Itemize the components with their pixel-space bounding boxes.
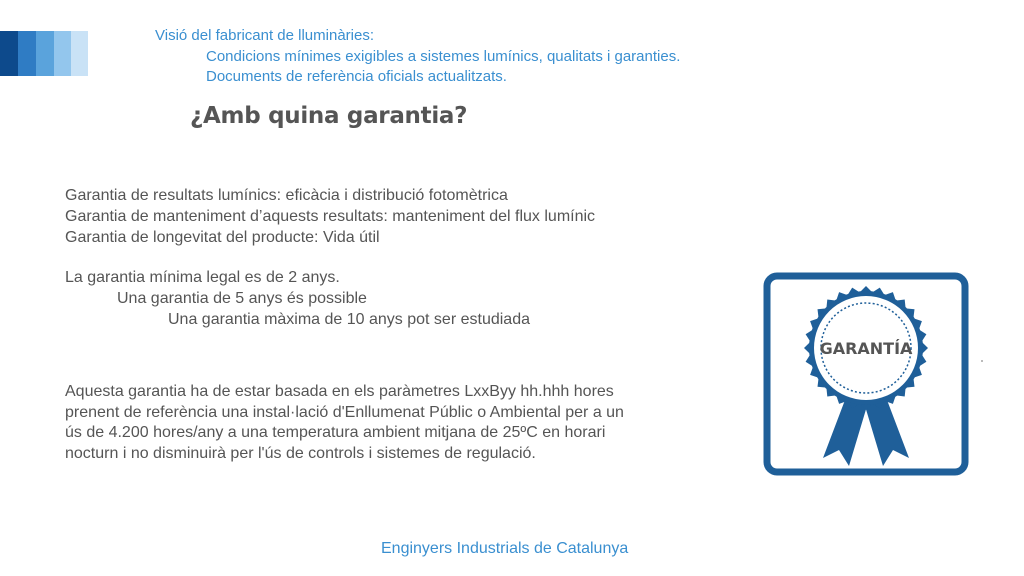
duration-max: Una garantia màxima de 10 anys pot ser estudiada: [168, 310, 530, 328]
deco-bar: [54, 31, 71, 76]
guarantee-item: Garantia de longevitat del producte: Vida útil: [65, 228, 380, 246]
header-line-3: Documents de referència oficials actualitzats.: [206, 68, 507, 85]
deco-bar: [71, 31, 88, 76]
deco-bar: [0, 31, 18, 76]
guarantee-list: [65, 186, 595, 248]
footer-organization: Enginyers Industrials de Catalunya: [381, 540, 629, 557]
duration-legal: La garantia mínima legal es de 2 anys.: [65, 269, 340, 286]
deco-bar: [18, 31, 36, 76]
header: [155, 26, 680, 88]
decorative-bars: [0, 31, 88, 76]
guarantee-item: Garantia de resultats lumínics: eficàcia i distribució fotomètrica: [65, 187, 508, 204]
decorative-dot: [981, 360, 983, 362]
duration-list: [65, 268, 530, 330]
guarantee-badge-icon: [763, 272, 969, 476]
slide-title: ¿Amb quina garantia?: [190, 103, 468, 129]
guarantee-item: Garantia de manteniment d’aquests resultats: manteniment del flux lumínic: [65, 207, 596, 225]
duration-possible: Una garantia de 5 anys és possible: [117, 289, 367, 307]
header-line-1: Visió del fabricant de lluminàries:: [155, 27, 375, 44]
guarantee-paragraph: Aquesta garantia ha de estar basada en els paràmetres LxxByy hh.hhh hores prenent de referència una instal·lació d'Enllumenat Públic o Ambiental per a un ús de 4.200 hores/any a una temperatura ambient mitjana de 25ºC en horari nocturn i no disminuirà per l'ús de controls i sistemes de regulació.: [65, 383, 624, 462]
header-line-2: Condicions mínimes exigibles a sistemes lumínics, qualitats i garanties.: [206, 47, 681, 65]
badge-label: GARANTÍA: [819, 339, 913, 358]
deco-bar: [36, 31, 54, 76]
